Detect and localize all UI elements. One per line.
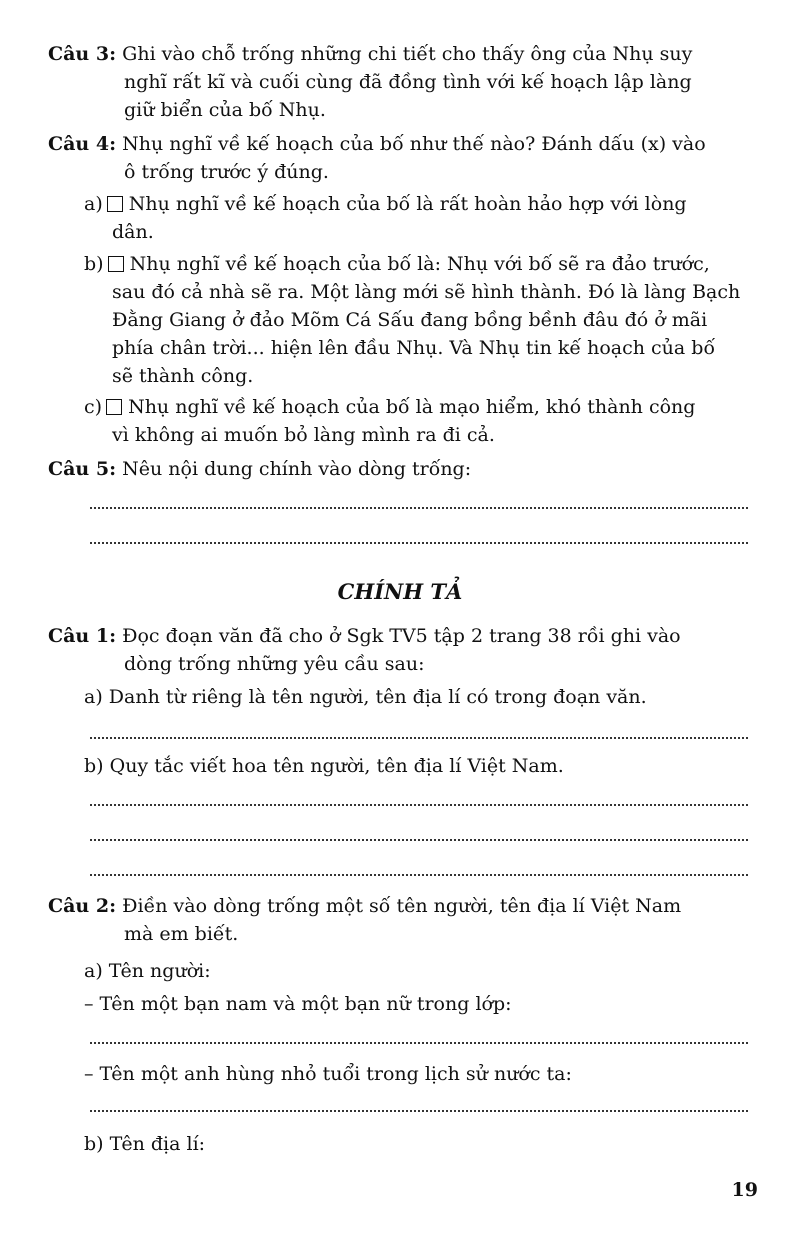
option-c-checkbox[interactable] [106,399,122,415]
spelling-question-1-text-line2: dòng trống những yêu cầu sau: [124,653,425,675]
page-number: 19 [731,1179,758,1201]
answer-line[interactable] [90,1040,748,1044]
question-4-label: Câu 4: [48,133,117,155]
option-b-text-line1: Nhụ nghĩ về kế hoạch của bố là: Nhụ với bố sẽ ra đảo trước, [129,253,710,275]
question-3-text-line1: Ghi vào chỗ trống những chi tiết cho thấy ông của Nhụ suy [122,43,693,65]
option-a-label: a) [84,193,103,215]
answer-line[interactable] [90,505,748,509]
section-title: CHÍNH TẢ [337,579,463,604]
option-a [84,190,756,246]
question-3-label: Câu 3: [48,43,117,65]
answer-line[interactable] [90,837,748,841]
question-5-label: Câu 5: [48,458,117,480]
spelling-question-1-text-line1: Đọc đoạn văn đã cho ở Sgk TV5 tập 2 trang 38 rồi ghi vào [122,625,681,647]
answer-line[interactable] [90,735,748,739]
spelling-question-2-part-a: a) Tên người: [84,960,211,982]
question-3-text-line2: nghĩ rất kĩ và cuối cùng đã đồng tình với kế hoạch lập làng [124,71,692,93]
option-b-label: b) [84,253,104,275]
option-b-checkbox[interactable] [108,256,124,272]
option-c [84,393,756,449]
spelling-question-2-text-line1: Điền vào dòng trống một số tên người, tên địa lí Việt Nam [122,895,682,917]
spelling-question-2 [48,892,760,948]
spelling-question-2-label: Câu 2: [48,895,117,917]
spelling-question-2-part-b: b) Tên địa lí: [84,1133,206,1155]
option-a-text-line1: Nhụ nghĩ về kế hoạch của bố là rất hoàn hảo hợp với lòng [128,193,687,215]
option-c-label: c) [84,396,103,418]
spelling-question-1-part-a: a) Danh từ riêng là tên người, tên địa lí có trong đoạn văn. [84,686,647,708]
spelling-question-2-part-a-item-2: – Tên một anh hùng nhỏ tuổi trong lịch sử nước ta: [84,1063,572,1085]
question-3 [48,40,760,124]
question-4-text-line2: ô trống trước ý đúng. [124,161,329,183]
option-b-text-line5: sẽ thành công. [112,365,254,387]
answer-line[interactable] [90,802,748,806]
answer-line[interactable] [90,1108,748,1112]
question-5 [48,455,760,483]
answer-line[interactable] [90,540,748,544]
option-b-text-line2: sau đó cả nhà sẽ ra. Một làng mới sẽ hình thành. Đó là làng Bạch [112,281,741,303]
option-b-text-line3: Đằng Giang ở đảo Mõm Cá Sấu đang bồng bềnh đâu đó ở mãi [112,309,708,331]
question-4-text-line1: Nhụ nghĩ về kế hoạch của bố như thế nào? Đánh dấu (x) vào [122,133,706,155]
spelling-question-1-part-b: b) Quy tắc viết hoa tên người, tên địa lí Việt Nam. [84,755,564,777]
question-5-text: Nêu nội dung chính vào dòng trống: [122,458,472,480]
option-b-text-line4: phía chân trời... hiện lên đầu Nhụ. Và Nhụ tin kế hoạch của bố [112,337,716,359]
spelling-question-1-label: Câu 1: [48,625,117,647]
option-a-checkbox[interactable] [107,196,123,212]
spelling-question-2-text-line2: mà em biết. [124,923,239,945]
spelling-question-2-part-a-item-1: – Tên một bạn nam và một bạn nữ trong lớp: [84,993,512,1015]
question-4 [48,130,760,186]
option-c-text-line1: Nhụ nghĩ về kế hoạch của bố là mạo hiểm, khó thành công [128,396,696,418]
option-b [84,250,756,390]
answer-line[interactable] [90,872,748,876]
option-a-text-line2: dân. [112,221,154,243]
spelling-question-1 [48,622,760,678]
option-c-text-line2: vì không ai muốn bỏ làng mình ra đi cả. [112,424,495,446]
question-3-text-line3: giữ biển của bố Nhụ. [124,99,326,121]
